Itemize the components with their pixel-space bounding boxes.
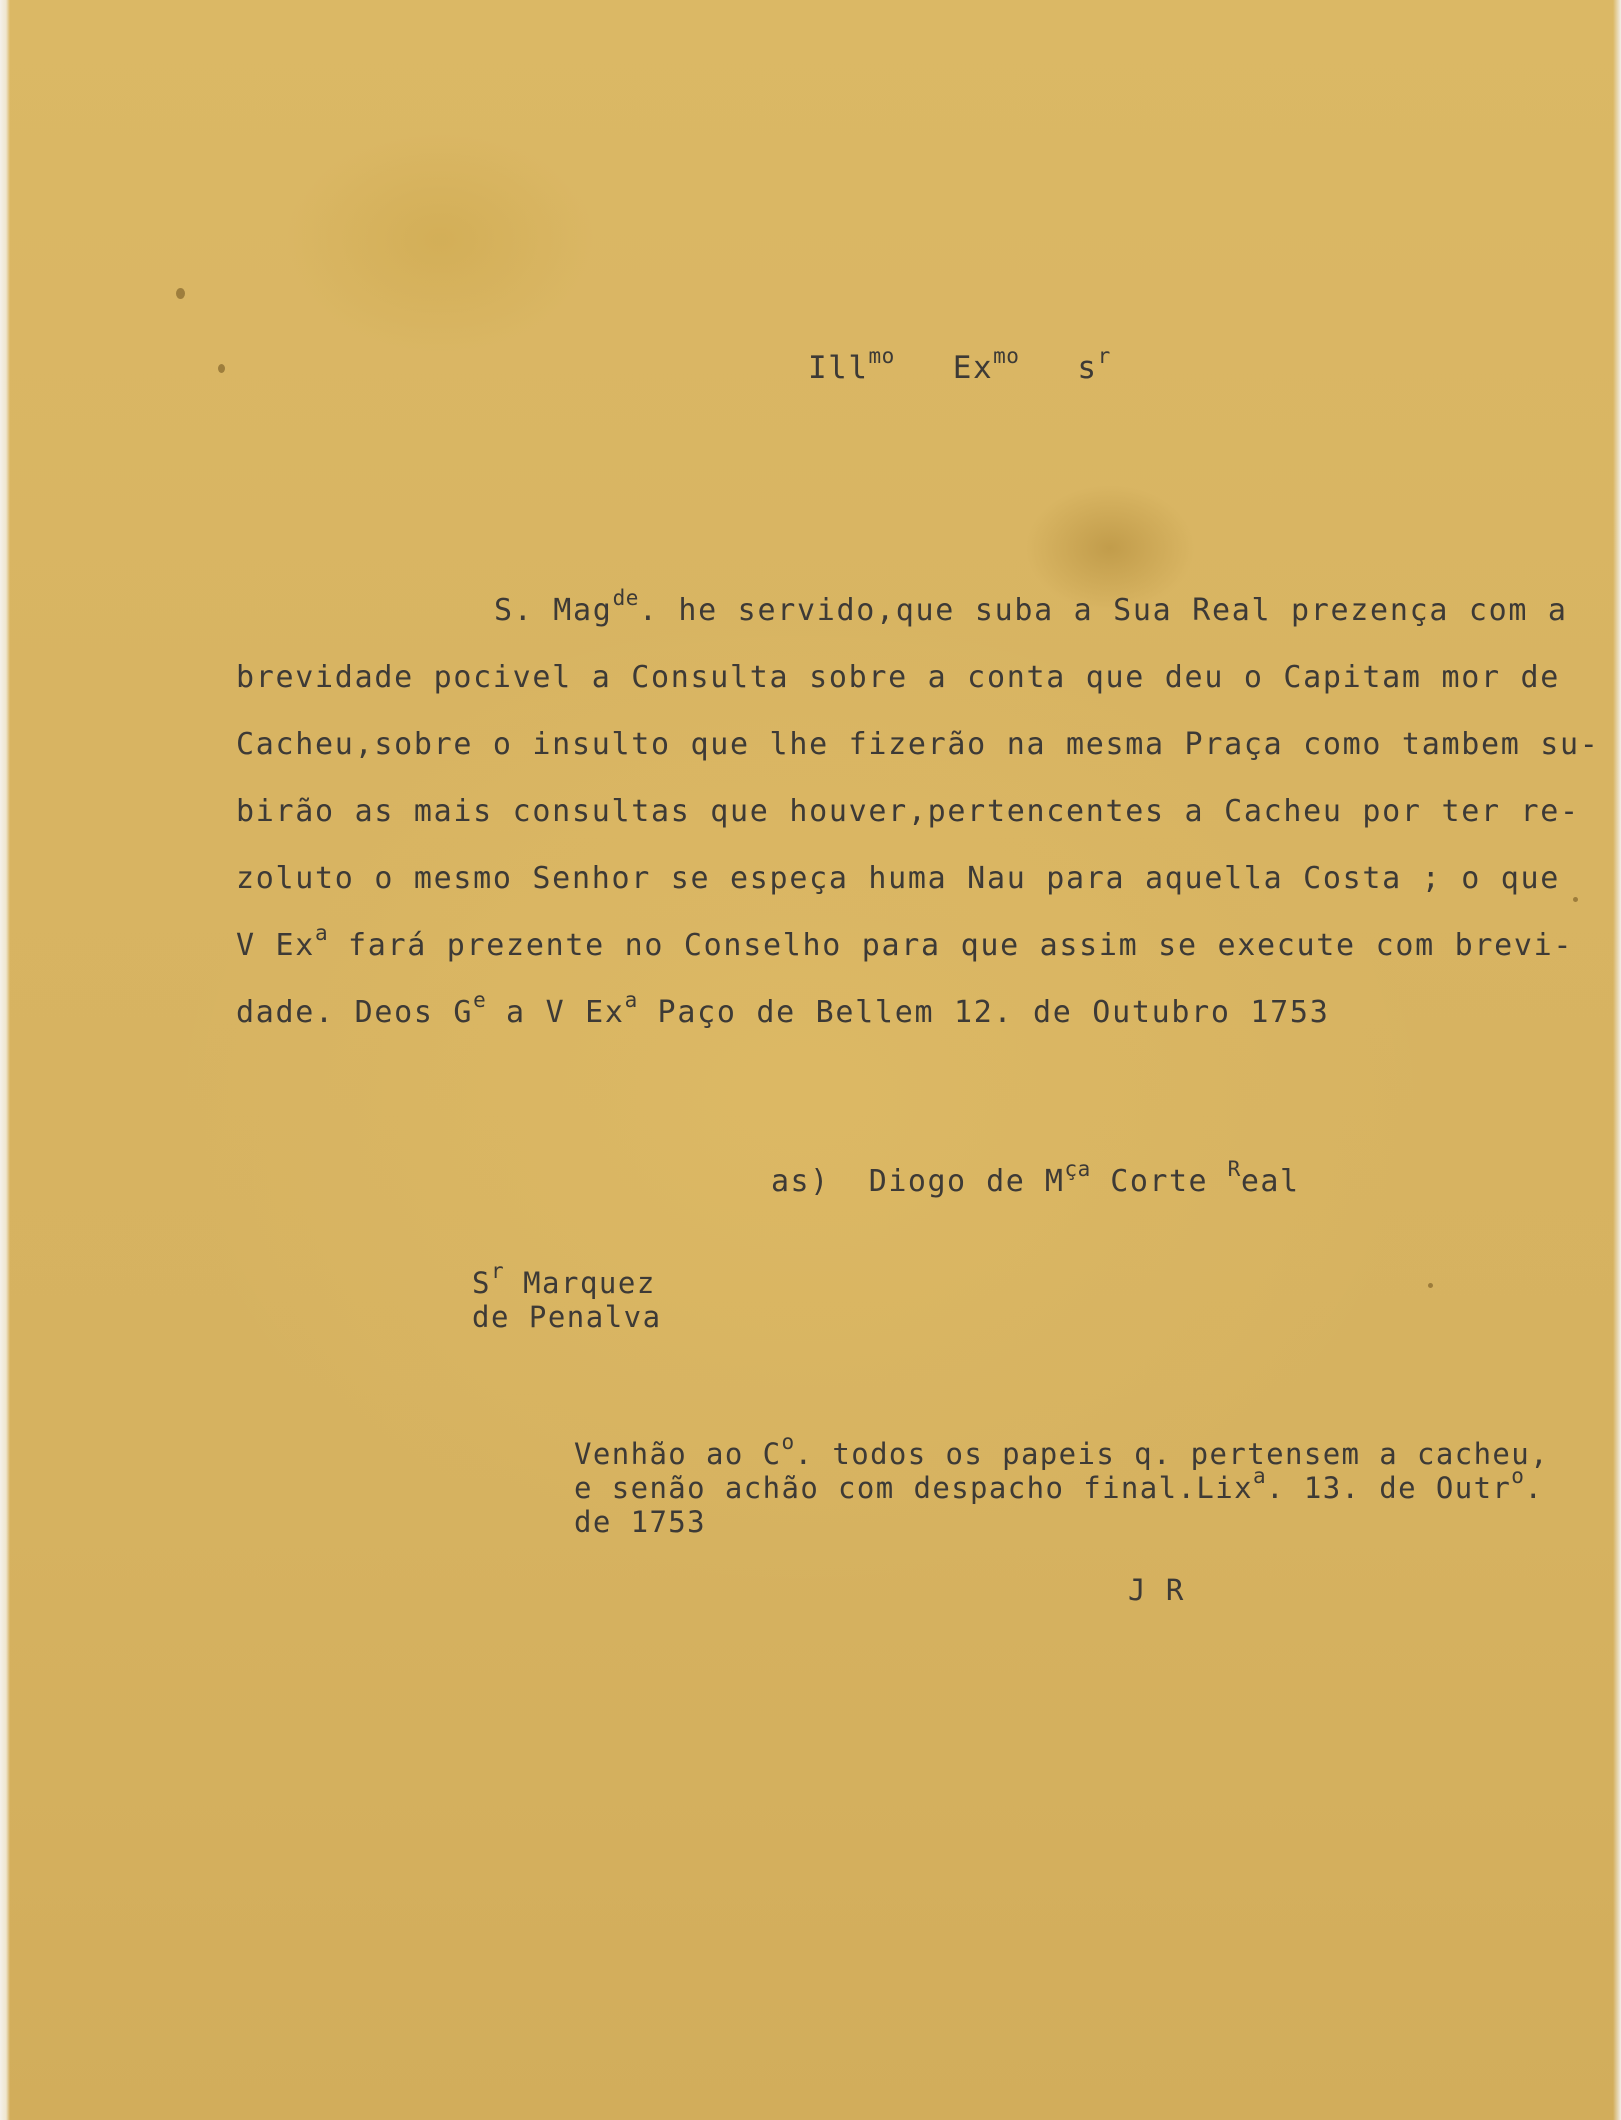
initials: J R bbox=[1128, 1573, 1185, 1607]
body-line-7-sup-2: a bbox=[624, 988, 638, 1012]
salutation-part1: Ill bbox=[808, 350, 869, 386]
body-line-6-text: V Ex bbox=[236, 928, 316, 963]
body-line-6-text-end: fará prezente no Conselho para que assim se execute com brevi- bbox=[328, 928, 1574, 963]
body-line-6-sup: a bbox=[315, 921, 329, 945]
addressee bbox=[472, 1259, 662, 1334]
despatch-line-1-text: Venhão ao C bbox=[574, 1437, 782, 1471]
addressee-line-1 bbox=[472, 1259, 662, 1300]
body-line-1-text-end: . he servido,que suba a Sua Real prezença com a bbox=[638, 593, 1568, 628]
signature-text-mid: Corte bbox=[1090, 1164, 1228, 1199]
ink-spot bbox=[1428, 1283, 1433, 1288]
ink-spot bbox=[176, 288, 185, 299]
salutation-part1-sup: mo bbox=[868, 344, 895, 368]
despatch-line-1-sup: o bbox=[781, 1430, 795, 1454]
ink-spot bbox=[218, 364, 225, 373]
despatch-note bbox=[574, 1430, 1550, 1539]
body-line-7-text-mid: a V Ex bbox=[486, 995, 625, 1030]
addressee-line-1-text: S bbox=[472, 1266, 491, 1300]
despatch-line-1 bbox=[574, 1430, 1550, 1471]
body-line-7-text-end: Paço de Bellem 12. de Outubro 1753 bbox=[637, 995, 1330, 1030]
body-line-7-text: dade. Deos G bbox=[236, 995, 474, 1030]
salutation-part2: Ex bbox=[952, 350, 994, 386]
body-line-2: brevidade pocivel a Consulta sobre a conta que deu o Capitam mor de bbox=[236, 660, 1561, 695]
body-line-7-sup-1: e bbox=[473, 988, 487, 1012]
despatch-line-2-text-end: . bbox=[1524, 1471, 1544, 1505]
signature-sup-2: R bbox=[1227, 1157, 1241, 1181]
despatch-line-2-sup-2: o bbox=[1511, 1464, 1525, 1488]
salutation-part3: s bbox=[1077, 350, 1098, 386]
addressee-line-2: de Penalva bbox=[472, 1300, 662, 1334]
body-line-3: Cacheu,sobre o insulto que lhe fizerão na mesma Praça como tambem su- bbox=[236, 727, 1600, 762]
ink-spot bbox=[1573, 897, 1578, 902]
salutation-part2-sup: mo bbox=[993, 344, 1020, 368]
despatch-line-2-text: e senão achão com despacho final.Lix bbox=[574, 1471, 1253, 1505]
signature-sup-1: ça bbox=[1064, 1157, 1091, 1181]
addressee-line-1-sup: r bbox=[490, 1259, 505, 1283]
body-line-4: birão as mais consultas que houver,pertencentes a Cacheu por ter re- bbox=[236, 794, 1580, 829]
page-right-edge bbox=[1613, 0, 1621, 2120]
page-left-edge bbox=[0, 0, 10, 2120]
signature-text-end: eal bbox=[1240, 1164, 1300, 1199]
body-line-6 bbox=[236, 921, 1574, 963]
body-line-5: zoluto o mesmo Senhor se espeça huma Nau para aquella Costa ; o que bbox=[236, 861, 1561, 896]
salutation bbox=[808, 344, 1111, 386]
addressee-line-1-text-end: Marquez bbox=[504, 1266, 656, 1300]
body-line-1 bbox=[494, 586, 1568, 628]
despatch-line-1-text-end: . todos os papeis q. pertensem a cacheu, bbox=[794, 1437, 1550, 1471]
despatch-line-2-sup-1: a bbox=[1252, 1464, 1267, 1488]
signature-text: as) Diogo de M bbox=[771, 1164, 1065, 1199]
body-line-1-sup: de bbox=[612, 586, 639, 610]
despatch-line-2-text-mid: . 13. de Outr bbox=[1266, 1471, 1512, 1505]
signature bbox=[771, 1157, 1300, 1199]
despatch-line-3: de 1753 bbox=[574, 1505, 707, 1539]
body-line-1-text: S. Mag bbox=[494, 593, 613, 628]
body-line-7 bbox=[236, 988, 1330, 1030]
despatch-line-2 bbox=[574, 1464, 1549, 1505]
salutation-part3-sup: r bbox=[1097, 344, 1111, 368]
